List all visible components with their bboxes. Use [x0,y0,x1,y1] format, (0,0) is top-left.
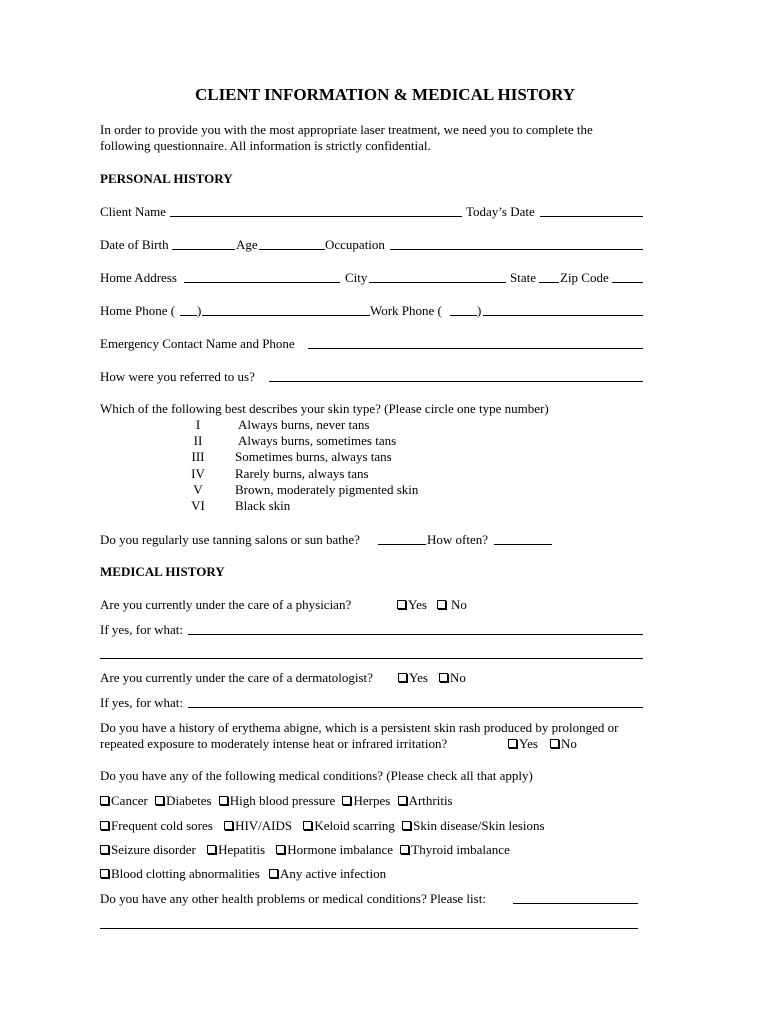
personal-history-heading: PERSONAL HISTORY [100,171,233,186]
checkbox-icon[interactable] [276,845,285,854]
condition-label: Hepatitis [218,842,266,857]
checkbox-icon[interactable] [207,845,216,854]
skin-type-desc: Always burns, never tans [238,417,370,432]
other-conditions-field-2[interactable] [100,928,638,929]
checkbox-icon[interactable] [100,821,109,830]
physician-question: Are you currently under the care of a physician? [100,597,352,612]
condition-label: Diabetes [166,793,212,808]
dob-label: Date of Birth [100,237,169,252]
zip-label: Zip Code [560,270,609,285]
conditions-row [100,866,386,881]
referred-field[interactable] [269,381,643,382]
work-phone-label: Work Phone ( [370,303,442,318]
condition-label: Seizure disorder [111,842,196,857]
physician-if-yes-field-2[interactable] [100,658,643,659]
state-field[interactable] [539,282,559,283]
intro-text-line1: In order to provide you with the most appropriate laser treatment, we need you to complete the [100,122,593,137]
condition-option[interactable] [100,818,213,833]
skin-type-desc: Sometimes burns, always tans [235,449,392,464]
erythema-yes-option[interactable] [508,736,538,751]
condition-option[interactable] [269,866,386,881]
work-phone-area-field[interactable] [450,315,477,316]
client-name-label: Client Name [100,204,167,219]
checkbox-icon[interactable] [439,673,448,682]
yes-label: Yes [519,736,538,751]
home-address-label: Home Address [100,270,177,285]
condition-label: High blood pressure [229,793,336,808]
work-phone-paren: ) [477,303,482,318]
condition-label: Any active infection [280,866,387,881]
skin-type-number[interactable]: V [193,482,203,497]
home-phone-area-field[interactable] [180,315,197,316]
page-title: CLIENT INFORMATION & MEDICAL HISTORY [194,85,576,104]
home-address-field[interactable] [184,282,340,283]
physician-if-yes-label: If yes, for what: [100,622,184,637]
checkbox-icon[interactable] [397,600,406,609]
condition-label: Hormone imbalance [287,842,394,857]
checkbox-icon[interactable] [100,845,109,854]
condition-option[interactable] [100,842,196,857]
intro-text-line2: following questionnaire. All information is strictly confidential. [100,138,431,153]
condition-label: Skin disease/Skin lesions [413,818,545,833]
condition-label: Blood clotting abnormalities [111,866,260,881]
skin-type-desc: Brown, moderately pigmented skin [235,482,419,497]
other-conditions-question: Do you have any other health problems or medical conditions? Please list: [100,891,486,906]
dob-field[interactable] [172,249,235,250]
occupation-field[interactable] [390,249,643,250]
skin-type-number[interactable]: III [191,449,205,464]
physician-yes-option[interactable] [397,597,427,612]
checkbox-icon[interactable] [100,869,109,878]
skin-type-desc: Rarely burns, always tans [235,466,369,481]
condition-option[interactable] [100,793,148,808]
condition-option[interactable] [219,793,335,808]
checkbox-icon[interactable] [342,796,351,805]
zip-field[interactable] [612,282,643,283]
condition-option[interactable] [342,793,390,808]
dermatologist-no-option[interactable] [439,670,466,685]
condition-label: HIV/AIDS [235,818,293,833]
conditions-row [100,793,453,808]
skin-type-number[interactable]: IV [191,466,205,481]
skin-type-desc: Black skin [235,498,291,513]
dermatologist-if-yes-field[interactable] [188,707,643,708]
skin-type-number[interactable]: I [195,417,201,432]
checkbox-icon[interactable] [219,796,228,805]
age-label: Age [236,237,258,252]
condition-label: Thyroid imbalance [411,842,510,857]
physician-if-yes-field[interactable] [188,634,643,635]
condition-option[interactable] [207,842,265,857]
emergency-contact-label: Emergency Contact Name and Phone [100,336,295,351]
erythema-question-line1: Do you have a history of erythema abigne, which is a persistent skin rash produced by prolonged or [100,720,619,735]
client-name-field[interactable] [170,216,462,217]
dermatologist-question: Are you currently under the care of a dermatologist? [100,670,373,685]
conditions-question: Do you have any of the following medical conditions? (Please check all that apply) [100,768,533,783]
erythema-question-line2: repeated exposure to moderately intense heat or infrared irritation? [100,736,448,751]
condition-label: Herpes [353,793,391,808]
condition-option[interactable] [400,842,510,857]
yes-label: Yes [408,597,427,612]
checkbox-icon[interactable] [269,869,278,878]
condition-option[interactable] [402,818,544,833]
work-phone-field[interactable] [483,315,643,316]
checkbox-icon[interactable] [400,845,409,854]
condition-label: Keloid scarring [314,818,395,833]
checkbox-icon[interactable] [100,796,109,805]
checkbox-icon[interactable] [550,739,559,748]
no-label: No [450,670,466,685]
medical-history-heading: MEDICAL HISTORY [100,564,225,579]
condition-label: Cancer [111,793,148,808]
state-label: State [510,270,536,285]
home-phone-label: Home Phone ( [100,303,176,318]
no-label: No [561,736,577,751]
checkbox-icon[interactable] [224,821,233,830]
todays-date-label: Today’s Date [466,204,535,219]
city-field[interactable] [369,282,506,283]
condition-option[interactable] [155,793,211,808]
how-often-label: How often? [427,532,489,547]
checkbox-icon[interactable] [303,821,312,830]
condition-option[interactable] [398,793,453,808]
emergency-contact-field[interactable] [308,348,643,349]
no-label: No [451,597,467,612]
dermatologist-if-yes-label: If yes, for what: [100,695,184,710]
checkbox-icon[interactable] [398,673,407,682]
physician-no-option[interactable] [437,597,467,612]
skin-type-question: Which of the following best describes your skin type? (Please circle one type number) [100,401,549,416]
condition-option[interactable] [276,842,393,857]
referred-label: How were you referred to us? [100,369,255,384]
city-label: City [345,270,368,285]
todays-date-field[interactable] [540,216,643,217]
age-field[interactable] [259,249,325,250]
checkbox-icon[interactable] [398,796,407,805]
skin-type-number[interactable]: II [193,433,203,448]
home-phone-paren: ) [197,303,202,318]
condition-option[interactable] [224,818,292,833]
yes-label: Yes [409,670,428,685]
tanning-question: Do you regularly use tanning salons or sun bathe? [100,532,360,547]
conditions-row [100,818,545,833]
skin-type-number[interactable]: VI [191,498,205,513]
condition-label: Arthritis [408,793,453,808]
tanning-field[interactable] [378,544,426,545]
condition-option[interactable] [100,866,260,881]
home-phone-field[interactable] [202,315,370,316]
condition-label: Frequent cold sores [111,818,213,833]
checkbox-icon[interactable] [402,821,411,830]
checkbox-icon[interactable] [155,796,164,805]
erythema-no-option[interactable] [550,736,577,751]
checkbox-icon[interactable] [508,739,517,748]
skin-type-desc: Always burns, sometimes tans [238,433,397,448]
other-conditions-field[interactable] [513,903,638,904]
condition-option[interactable] [303,818,395,833]
occupation-label: Occupation [325,237,385,252]
conditions-row [100,842,510,857]
checkbox-icon[interactable] [437,600,446,609]
how-often-field[interactable] [494,544,552,545]
dermatologist-yes-option[interactable] [398,670,428,685]
